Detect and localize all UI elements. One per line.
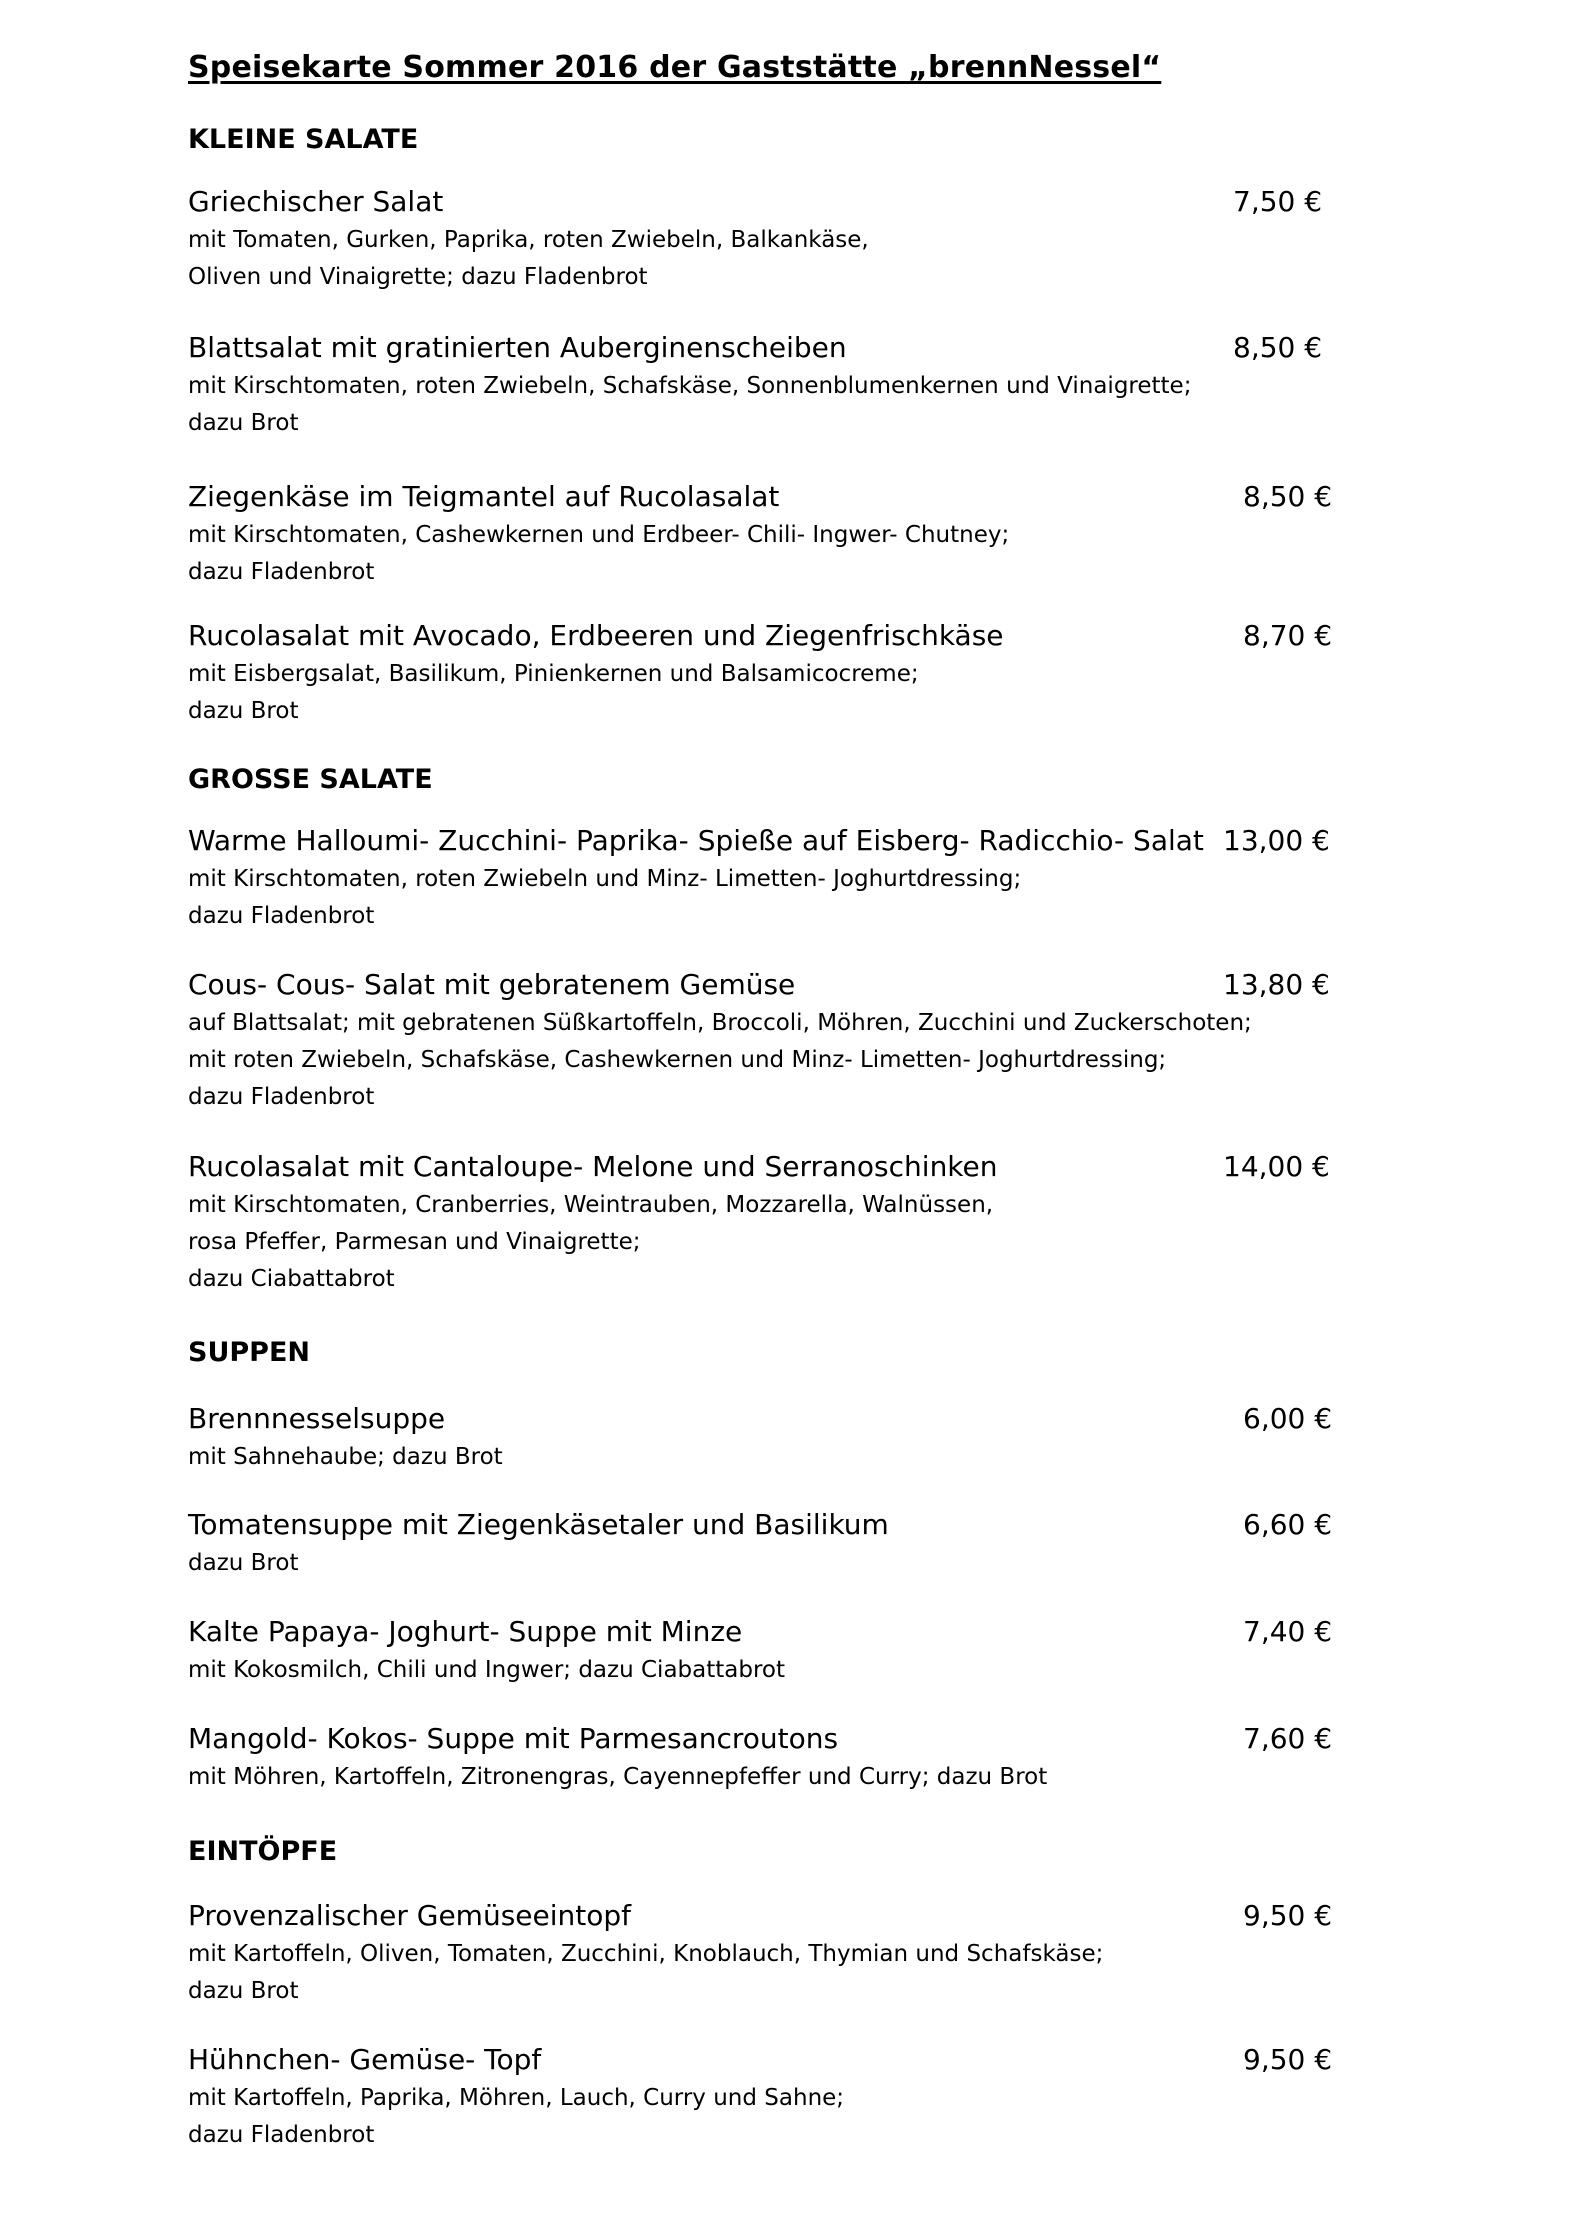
item-price: 7,50 € [1233, 185, 1323, 218]
item-price: 9,50 € [1243, 1899, 1333, 1932]
item-name: Cous- Cous- Salat mit gebratenem Gemüse [188, 968, 796, 1001]
item-name: Warme Halloumi- Zucchini- Paprika- Spieße auf Eisberg- Radicchio- Salat [188, 824, 1204, 857]
item-description [188, 1187, 1348, 1298]
item-price: 14,00 € [1223, 1150, 1330, 1183]
item-description-line: mit Kirschtomaten, roten Zwiebeln, Schafskäse, Sonnenblumenkernen und Vinaigrette; [188, 373, 1192, 399]
item-description-line: dazu Ciabattabrot [188, 1266, 395, 1292]
item-price: 6,00 € [1243, 1402, 1333, 1435]
item-description [188, 656, 1348, 730]
section-heading: GROSSE SALATE [188, 764, 433, 795]
item-name: Ziegenkäse im Teigmantel auf Rucolasalat [188, 480, 780, 513]
item-description-line: Oliven und Vinaigrette; dazu Fladenbrot [188, 264, 648, 290]
menu-item [188, 617, 1348, 730]
menu-title: Speisekarte Sommer 2016 der Gaststätte „brennNessel“ [188, 50, 1162, 85]
item-name: Blattsalat mit gratinierten Auberginenscheiben [188, 331, 847, 364]
item-description [188, 1439, 1348, 1476]
menu-item [188, 183, 1348, 296]
item-description-line: dazu Brot [188, 1550, 299, 1576]
item-name: Mangold- Kokos- Suppe mit Parmesancroutons [188, 1722, 839, 1755]
item-description-line: dazu Fladenbrot [188, 903, 375, 929]
item-description-line: mit Sahnehaube; dazu Brot [188, 1444, 503, 1470]
item-price: 6,60 € [1243, 1508, 1333, 1541]
item-description-line: mit Kirschtomaten, Cashewkernen und Erdbeer- Chili- Ingwer- Chutney; [188, 522, 1010, 548]
item-description [188, 1936, 1348, 2010]
menu-item [188, 1720, 1348, 1796]
menu-item [188, 2041, 1348, 2154]
item-description [188, 1545, 1348, 1582]
item-description-line: dazu Fladenbrot [188, 1084, 375, 1110]
item-description-line: dazu Brot [188, 410, 299, 436]
item-price: 9,50 € [1243, 2043, 1333, 2076]
menu-item [188, 1613, 1348, 1689]
item-name: Hühnchen- Gemüse- Topf [188, 2043, 542, 2076]
item-description [188, 1652, 1348, 1689]
item-description-line: mit Kirschtomaten, Cranberries, Weintrauben, Mozzarella, Walnüssen, [188, 1192, 994, 1218]
item-description-line: mit Möhren, Kartoffeln, Zitronengras, Cayennepfeffer und Curry; dazu Brot [188, 1764, 1048, 1790]
item-description-line: auf Blattsalat; mit gebratenen Süßkartoffeln, Broccoli, Möhren, Zucchini und Zuckerschoten; [188, 1010, 1252, 1036]
section-heading: SUPPEN [188, 1337, 310, 1368]
menu-item [188, 1897, 1348, 2010]
item-name: Tomatensuppe mit Ziegenkäsetaler und Basilikum [188, 1508, 889, 1541]
item-description-line: mit Kartoffeln, Oliven, Tomaten, Zucchini, Knoblauch, Thymian und Schafskäse; [188, 1941, 1104, 1967]
item-price: 8,50 € [1243, 480, 1333, 513]
item-description-line: mit Kartoffeln, Paprika, Möhren, Lauch, Curry und Sahne; [188, 2085, 845, 2111]
item-description-line: dazu Brot [188, 698, 299, 724]
menu-item [188, 329, 1348, 442]
item-description-line: mit Eisbergsalat, Basilikum, Pinienkernen und Balsamicocreme; [188, 661, 919, 687]
item-description [188, 222, 1348, 296]
item-price: 13,00 € [1223, 824, 1330, 857]
item-price: 8,70 € [1243, 619, 1333, 652]
item-description-line: mit Kokosmilch, Chili und Ingwer; dazu Ciabattabrot [188, 1657, 786, 1683]
item-description-line: mit roten Zwiebeln, Schafskäse, Cashewkernen und Minz- Limetten- Joghurtdressing; [188, 1047, 1167, 1073]
item-description-line: mit Kirschtomaten, roten Zwiebeln und Minz- Limetten- Joghurtdressing; [188, 866, 1022, 892]
item-description-line: dazu Brot [188, 1978, 299, 2004]
item-description [188, 1759, 1348, 1796]
item-name: Rucolasalat mit Cantaloupe- Melone und Serranoschinken [188, 1150, 998, 1183]
menu-item [188, 966, 1348, 1116]
item-description [188, 368, 1348, 442]
item-name: Kalte Papaya- Joghurt- Suppe mit Minze [188, 1615, 743, 1648]
item-description [188, 2080, 1348, 2154]
item-description-line: rosa Pfeffer, Parmesan und Vinaigrette; [188, 1229, 641, 1255]
item-name: Rucolasalat mit Avocado, Erdbeeren und Ziegenfrischkäse [188, 619, 1004, 652]
item-description-line: dazu Fladenbrot [188, 559, 375, 585]
item-description [188, 517, 1348, 591]
item-description-line: dazu Fladenbrot [188, 2122, 375, 2148]
item-description-line: mit Tomaten, Gurken, Paprika, roten Zwiebeln, Balkankäse, [188, 227, 869, 253]
item-price: 8,50 € [1233, 331, 1323, 364]
menu-item [188, 1400, 1348, 1476]
item-description [188, 861, 1348, 935]
item-name: Griechischer Salat [188, 185, 444, 218]
item-price: 7,40 € [1243, 1615, 1333, 1648]
section-heading: KLEINE SALATE [188, 124, 419, 155]
menu-item [188, 478, 1348, 591]
menu-item [188, 1148, 1348, 1298]
item-description [188, 1005, 1348, 1116]
item-name: Provenzalischer Gemüseeintopf [188, 1899, 631, 1932]
item-price: 7,60 € [1243, 1722, 1333, 1755]
item-name: Brennnesselsuppe [188, 1402, 446, 1435]
item-price: 13,80 € [1223, 968, 1330, 1001]
menu-item [188, 1506, 1348, 1582]
section-heading: EINTÖPFE [188, 1836, 338, 1867]
menu-item [188, 822, 1348, 935]
